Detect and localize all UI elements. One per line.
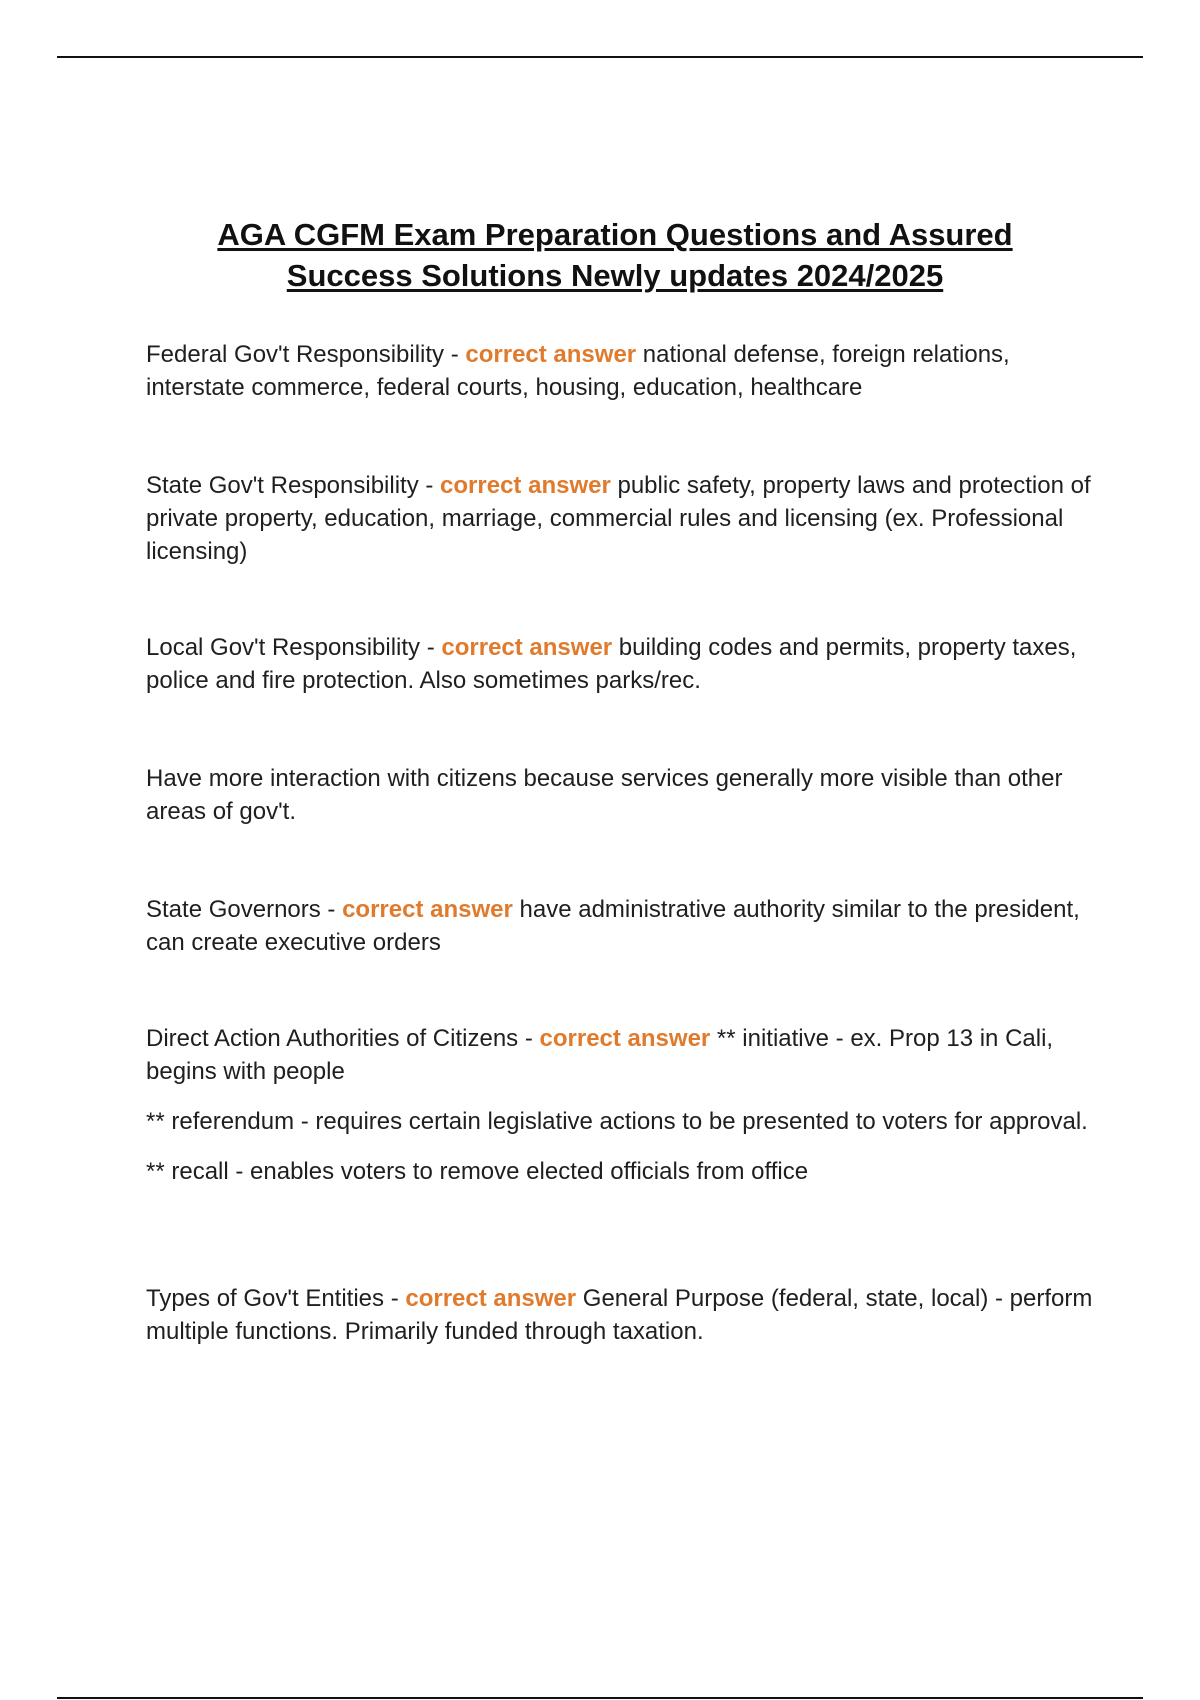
correct-answer-label: correct answer [342, 896, 513, 923]
bottom-rule [57, 1697, 1143, 1699]
title-line-2: Success Solutions Newly updates 2024/2025 [286, 257, 944, 293]
qa-entry-direct-action [146, 1022, 1106, 1188]
correct-answer-label: correct answer [465, 341, 637, 368]
qa-text [146, 631, 1106, 697]
qa-entry-entity-types [146, 1282, 1106, 1348]
note-text: Have more interaction with citizens because services generally more visible than other areas of gov't. [146, 765, 1063, 825]
question-text: Direct Action Authorities of Citizens - [146, 1025, 540, 1052]
top-rule [57, 56, 1143, 58]
qa-text [146, 893, 1106, 959]
question-text: Local Gov't Responsibility - [146, 634, 442, 661]
correct-answer-label: correct answer [441, 634, 613, 661]
qa-text [146, 1022, 1106, 1088]
answer-text: public safety, property laws and protection of private property, education, marriage, commercial rules and licensing (ex. Professional licensing) [146, 472, 1091, 565]
qa-text [146, 469, 1106, 568]
qa-entry-federal [146, 338, 1106, 404]
question-text: State Gov't Responsibility - [146, 472, 441, 499]
question-text: Types of Gov't Entities - [146, 1285, 406, 1312]
answer-text: have administrative authority similar to the president, can create executive orders [146, 896, 1080, 956]
correct-answer-label: correct answer [539, 1025, 711, 1052]
recall-text: ** recall - enables voters to remove elected officials from office [146, 1158, 809, 1185]
answer-text: building codes and permits, property taxes, police and fire protection. Also sometimes parks/rec. [146, 634, 1077, 694]
note-entry-citizens [146, 762, 1106, 828]
title-line-1: AGA CGFM Exam Preparation Questions and Assured [217, 216, 1013, 252]
qa-text [146, 1282, 1106, 1348]
qa-text [146, 338, 1106, 404]
answer-text: ** initiative - ex. Prop 13 in Cali, begins with people [146, 1025, 1054, 1085]
qa-entry-state [146, 469, 1106, 568]
referendum-text: ** referendum - requires certain legislative actions to be presented to voters for approval. [146, 1108, 1088, 1135]
answer-text: national defense, foreign relations, interstate commerce, federal courts, housing, education, healthcare [146, 341, 1010, 401]
page-title [140, 214, 1090, 296]
qa-entry-local [146, 631, 1106, 697]
question-text: State Governors - [146, 896, 343, 923]
correct-answer-label: correct answer [440, 472, 611, 499]
question-text: Federal Gov't Responsibility - [146, 341, 466, 368]
correct-answer-label: correct answer [405, 1285, 577, 1312]
answer-text: General Purpose (federal, state, local) - perform multiple functions. Primarily funded through taxation. [146, 1285, 1093, 1345]
qa-entry-governors [146, 893, 1106, 959]
